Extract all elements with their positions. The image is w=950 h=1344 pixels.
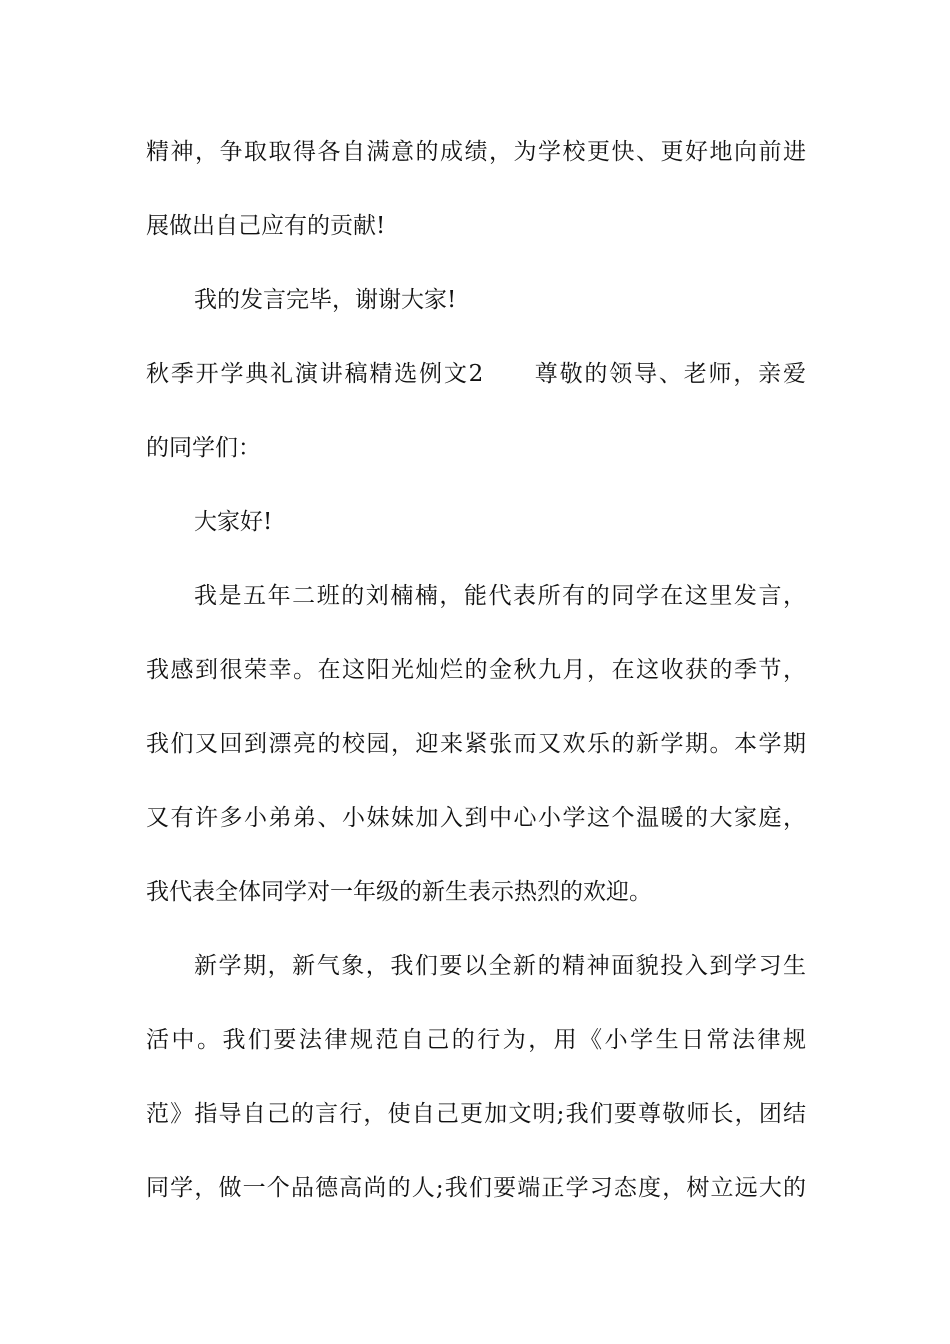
text-line: 我的发言完毕，谢谢大家! — [194, 287, 457, 313]
text-line: 活中。我们要法律规范自己的行为，用《小学生日常法律规 — [146, 1027, 806, 1053]
text-line: 我代表全体同学对一年级的新生表示热烈的欢迎。 — [146, 879, 652, 905]
text-line: 展做出自己应有的贡献! — [146, 213, 386, 239]
text-line: 我们又回到漂亮的校园，迎来紧张而又欢乐的新学期。本学期 — [146, 731, 806, 757]
text-line: 同学，做一个品德高尚的人;我们要端正学习态度，树立远大的 — [146, 1175, 806, 1201]
text-line: 秋季开学典礼演讲稿精选例文2 尊敬的领导、老师，亲爱 — [146, 361, 806, 387]
text-line: 的同学们： — [146, 435, 261, 461]
text-line: 又有许多小弟弟、小妹妹加入到中心小学这个温暖的大家庭， — [146, 805, 806, 831]
text-line: 我是五年二班的刘楠楠，能代表所有的同学在这里发言， — [194, 583, 806, 609]
text-line: 新学期，新气象，我们要以全新的精神面貌投入到学习生 — [194, 953, 806, 979]
text-line: 精神，争取取得各自满意的成绩，为学校更快、更好地向前进 — [146, 139, 806, 165]
text-line: 大家好! — [194, 509, 273, 535]
text-line: 范》指导自己的言行，使自己更加文明;我们要尊敬师长，团结 — [146, 1101, 806, 1127]
text-line: 我感到很荣幸。在这阳光灿烂的金秋九月，在这收获的季节， — [146, 657, 806, 683]
